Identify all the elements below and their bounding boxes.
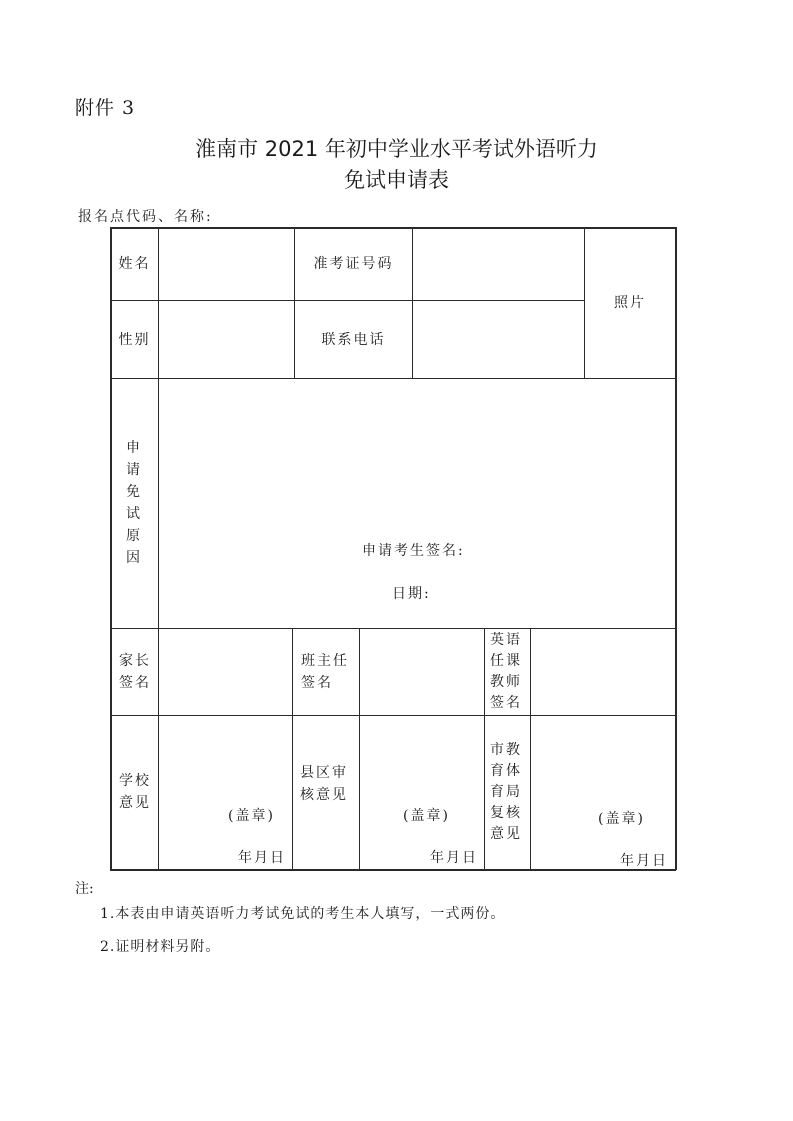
head-teacher-signature-label bbox=[301, 650, 349, 694]
parent-label-line2: 签名 bbox=[119, 675, 151, 691]
county-review-line2: 核意见 bbox=[300, 787, 348, 803]
parent-label-line1: 家长 bbox=[119, 653, 151, 669]
city-review-line: 复核 bbox=[490, 805, 522, 821]
attachment-label: 附件 3 bbox=[75, 97, 136, 119]
phone-label: 联系电话 bbox=[321, 331, 386, 348]
applicant-signature-label: 申请考生签名: bbox=[362, 543, 465, 559]
admission-number-label: 准考证号码 bbox=[313, 256, 394, 272]
school-opinion-line2: 意见 bbox=[119, 795, 151, 811]
note-item: 2.证明材料另附。 bbox=[100, 939, 221, 955]
notes-label: 注: bbox=[75, 881, 94, 897]
table-border-right bbox=[675, 227, 677, 870]
date-label: 日期: bbox=[392, 586, 431, 602]
english-teacher-line: 任课 bbox=[490, 653, 522, 669]
city-review-line: 市教 bbox=[490, 742, 522, 758]
english-teacher-signature-label bbox=[490, 630, 522, 714]
city-review-line: 意见 bbox=[490, 826, 522, 842]
county-review-label bbox=[300, 762, 348, 806]
county-date: 年月日 bbox=[430, 850, 478, 866]
reason-char: 因 bbox=[126, 550, 142, 566]
school-date: 年月日 bbox=[238, 850, 286, 866]
reason-label bbox=[126, 437, 142, 569]
reason-char: 申 bbox=[126, 440, 142, 456]
name-label: 姓名 bbox=[118, 256, 151, 272]
parent-signature-label bbox=[119, 650, 151, 694]
english-teacher-line: 教师 bbox=[490, 674, 522, 690]
city-seal: (盖章) bbox=[598, 811, 645, 827]
photo-box[interactable] bbox=[585, 228, 675, 378]
gender-label: 性别 bbox=[118, 331, 151, 348]
city-review-line: 育体 bbox=[490, 763, 522, 779]
phone-field[interactable] bbox=[413, 301, 584, 378]
rule-col-f bbox=[292, 628, 293, 870]
school-opinion-label bbox=[119, 770, 151, 814]
english-teacher-signature-field[interactable] bbox=[531, 629, 675, 715]
gender-field[interactable] bbox=[159, 301, 294, 378]
city-review-line: 育局 bbox=[490, 784, 522, 800]
county-seal: (盖章) bbox=[403, 808, 450, 824]
city-date: 年月日 bbox=[620, 853, 668, 869]
reason-char: 请 bbox=[126, 462, 142, 478]
head-teacher-signature-field[interactable] bbox=[360, 629, 484, 715]
registration-point-label: 报名点代码、名称: bbox=[78, 209, 213, 225]
table-border-bottom bbox=[110, 869, 676, 871]
name-field[interactable] bbox=[159, 228, 294, 300]
county-review-line1: 县区审 bbox=[300, 765, 348, 781]
photo-label: 照片 bbox=[614, 295, 646, 311]
reason-char: 免 bbox=[126, 484, 142, 500]
head-teacher-line1: 班主任 bbox=[301, 653, 349, 669]
form-subtitle: 免试申请表 bbox=[344, 168, 449, 192]
english-teacher-line: 英语 bbox=[490, 632, 522, 648]
school-seal: (盖章) bbox=[228, 808, 275, 824]
head-teacher-line2: 签名 bbox=[301, 675, 333, 691]
reason-char: 原 bbox=[126, 528, 142, 544]
english-teacher-line: 签名 bbox=[490, 695, 522, 711]
parent-signature-field[interactable] bbox=[159, 629, 292, 715]
reason-char: 试 bbox=[126, 506, 142, 522]
school-opinion-line1: 学校 bbox=[119, 773, 151, 789]
rule-col-h bbox=[484, 628, 485, 870]
form-title: 淮南市 2021 年初中学业水平考试外语听力 bbox=[195, 137, 598, 161]
city-review-field[interactable] bbox=[531, 716, 675, 869]
city-review-label bbox=[490, 740, 522, 845]
note-item: 1.本表由申请英语听力考试免试的考生本人填写，一式两份。 bbox=[100, 906, 506, 922]
admission-number-field[interactable] bbox=[413, 228, 584, 300]
